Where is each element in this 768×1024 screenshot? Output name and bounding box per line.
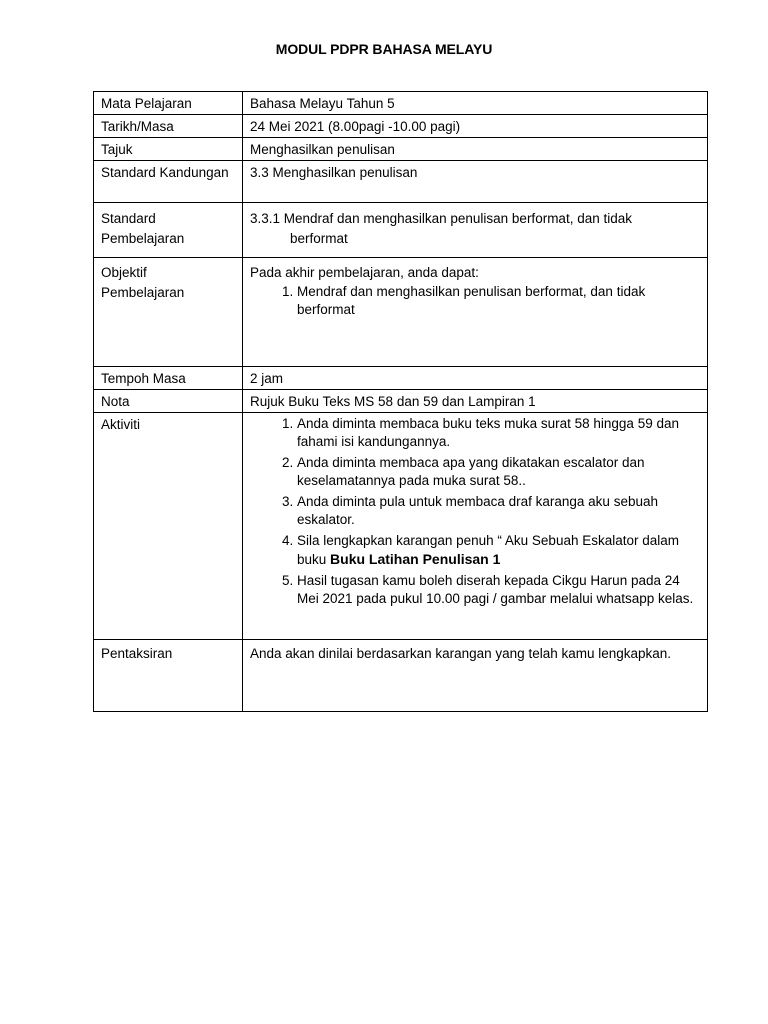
row-label-line: Pembelajaran — [101, 231, 185, 246]
row-label — [94, 258, 243, 367]
table-row — [94, 640, 708, 712]
row-label-line: Objektif — [101, 265, 147, 280]
row-value: Rujuk Buku Teks MS 58 dan 59 dan Lampiran 1 — [243, 390, 708, 413]
row-label: Tajuk — [94, 138, 243, 161]
objective-list — [250, 283, 701, 319]
row-value: Menghasilkan penulisan — [243, 138, 708, 161]
list-item: 1. Anda diminta membaca buku teks muka surat 58 hingga 59 dan fahami isi kandungannya. — [297, 415, 701, 451]
workbook-title: Buku Latihan Penulisan 1 — [330, 551, 501, 567]
row-label: Pentaksiran — [94, 640, 243, 712]
activity-list — [250, 415, 701, 608]
row-value: 3.3 Menghasilkan penulisan — [243, 161, 708, 203]
row-label: Tempoh Masa — [94, 367, 243, 390]
row-value — [243, 413, 708, 640]
row-value: 2 jam — [243, 367, 708, 390]
row-label-line: Standard — [101, 211, 156, 226]
table-row — [94, 92, 708, 115]
row-value: Anda akan dinilai berdasarkan karangan yang telah kamu lengkapkan. — [243, 640, 708, 712]
table-row — [94, 161, 708, 203]
list-item: 3. Anda diminta pula untuk membaca draf karanga aku sebuah eskalator. — [297, 493, 701, 529]
list-item — [297, 532, 701, 569]
row-label: Mata Pelajaran — [94, 92, 243, 115]
row-label: Aktiviti — [94, 413, 243, 640]
list-item-text: Sila lengkapkan karangan penuh “ Aku Sebuah Eskalator dalam buku — [297, 533, 680, 567]
document-title: MODUL PDPR BAHASA MELAYU — [275, 41, 493, 57]
table-row — [94, 390, 708, 413]
list-item: 1. Mendraf dan menghasilkan penulisan berformat, dan tidak berformat — [297, 283, 701, 319]
table-row — [94, 115, 708, 138]
row-label: Nota — [94, 390, 243, 413]
objective-intro: Pada akhir pembelajaran, anda dapat: — [250, 265, 479, 280]
row-label: Tarikh/Masa — [94, 115, 243, 138]
value-line: 3.3.1 Mendraf dan menghasilkan penulisan berformat, dan tidak — [250, 211, 632, 226]
row-label-line: Pembelajaran — [101, 285, 185, 300]
table-row — [94, 138, 708, 161]
lesson-info-table — [93, 91, 708, 712]
value-line: berformat — [290, 231, 348, 246]
table-row — [94, 258, 708, 367]
row-label — [94, 203, 243, 258]
row-label: Standard Kandungan — [94, 161, 243, 203]
list-item: 2. Anda diminta membaca apa yang dikatakan escalator dan keselamatannya pada muka surat 58.. — [297, 454, 701, 490]
list-item: 5. Hasil tugasan kamu boleh diserah kepada Cikgu Harun pada 24 Mei 2021 pada pukul 10.00 pagi / gambar melalui whatsapp kelas. — [297, 572, 701, 608]
row-value: 24 Mei 2021 (8.00pagi -10.00 pagi) — [243, 115, 708, 138]
table-row — [94, 367, 708, 390]
row-value: Bahasa Melayu Tahun 5 — [243, 92, 708, 115]
row-value — [243, 258, 708, 367]
table-row — [94, 413, 708, 640]
row-value — [243, 203, 708, 258]
table-row — [94, 203, 708, 258]
